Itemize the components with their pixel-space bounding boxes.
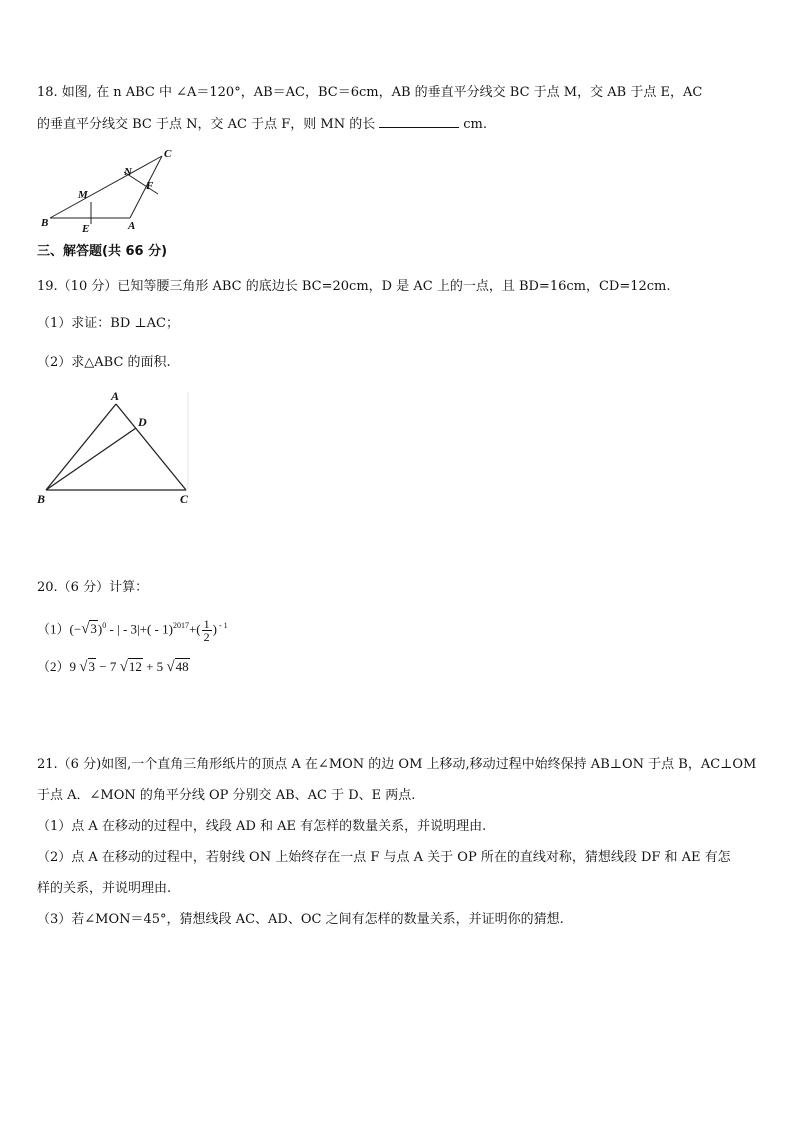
label-A: A: [128, 220, 136, 232]
answer-blank: [379, 114, 459, 128]
q19-part1: （1）求证：BD ⊥AC；: [37, 316, 179, 331]
sqrt: √48: [166, 659, 189, 675]
part-number: （1）: [37, 621, 70, 637]
segment-AC: [116, 404, 186, 490]
fraction: $\frac{1}{2}$: [203, 616, 210, 644]
label-A: A: [111, 389, 120, 403]
coefficient: 9: [69, 659, 77, 674]
q21-part1: （1）点 A 在移动的过程中，线段 AD 和 AE 有怎样的数量关系，并说明理由.: [37, 819, 487, 834]
exponent: 0: [102, 621, 107, 630]
sqrt: √3: [79, 659, 95, 675]
q21-line2: 于点 A．∠MON 的角平分线 OP 分别交 AB、AC 于 D、E 两点.: [37, 788, 416, 803]
label-B: B: [41, 217, 49, 229]
expr-text: - | - 3|+( - 1): [106, 621, 173, 637]
expr-text: (−: [69, 621, 82, 637]
exponent: - 1: [216, 621, 228, 630]
q19-figure: [34, 386, 194, 510]
q20-part1: [37, 613, 228, 643]
operator: − 7: [96, 659, 117, 674]
segment-AB: [46, 404, 116, 490]
q19-part2: （2）求△ABC 的面积.: [37, 355, 171, 370]
label-E: E: [82, 223, 90, 234]
part-number: （2）: [37, 659, 70, 674]
q20-part2: [37, 656, 190, 678]
label-C: C: [164, 148, 172, 160]
label-B: B: [37, 492, 46, 506]
q21-part3: （3）若∠MON＝45°，猜想线段 AC、AD、OC 之间有怎样的数量关系，并证明你的猜想.: [37, 912, 564, 927]
sqrt: √3: [81, 621, 97, 638]
q18-line2-text: 的垂直平分线交 BC 于点 N，交 AC 于点 F，则 MN 的长: [37, 117, 376, 132]
q18-line2: [37, 114, 487, 134]
expr-text: ): [97, 621, 103, 637]
section-heading: 三、解答题(共 66 分): [37, 244, 168, 259]
q18-line1: 18. 如图, 在 n ABC 中 ∠A＝120°，AB＝AC，BC＝6cm，AB 的垂直平分线交 BC 于点 M，交 AB 于点 E，AC: [37, 85, 703, 100]
label-F: F: [146, 180, 154, 192]
q18-figure: [38, 146, 178, 234]
exponent: 2017: [172, 621, 189, 630]
sqrt: √12: [119, 659, 142, 675]
expr-text: +(: [188, 621, 201, 637]
expr-text: ): [212, 621, 217, 637]
q21-part2-b: 样的关系，并说明理由.: [37, 881, 172, 896]
label-N: N: [124, 166, 132, 178]
q21-part2-a: （2）点 A 在移动的过程中，若射线 ON 上始终存在一点 F 与点 A 关于 OP 所在的直线对称，猜想线段 DF 和 AE 有怎: [37, 850, 731, 865]
q19-line1: 19.（10 分）已知等腰三角形 ABC 的底边长 BC=20cm，D 是 AC 上的一点，且 BD=16cm，CD=12cm.: [37, 279, 671, 294]
q18-line2-unit: cm.: [463, 117, 487, 132]
operator: + 5: [142, 659, 164, 674]
label-C: C: [180, 492, 189, 506]
segment-BD: [46, 428, 136, 490]
q20-line1: 20.（6 分）计算：: [37, 580, 149, 595]
label-M: M: [78, 189, 88, 201]
q21-line1: 21.（6 分)如图,一个直角三角形纸片的顶点 A 在∠MON 的边 OM 上移动,移动过程中始终保持 AB⊥ON 于点 B，AC⊥OM: [37, 757, 757, 772]
label-D: D: [138, 415, 147, 429]
